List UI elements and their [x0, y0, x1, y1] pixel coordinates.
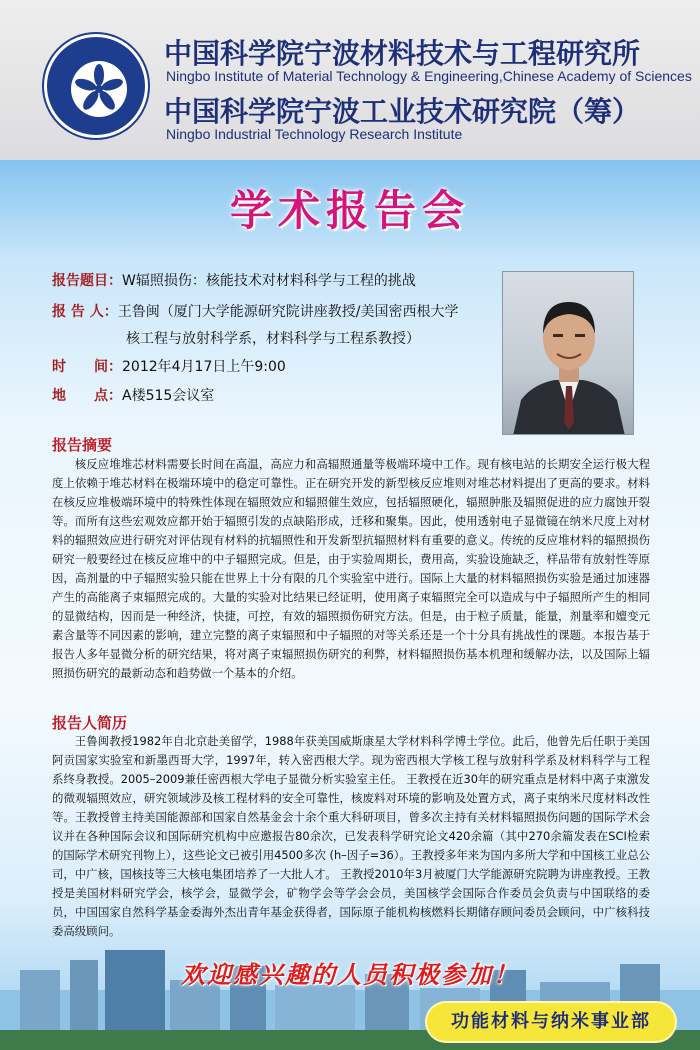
time-value: 2012年4月17日上午9:00 — [122, 359, 286, 375]
header-band — [0, 0, 700, 160]
cas-logo-graphic — [47, 37, 151, 141]
speaker-value-1: 王鲁闽（厦门大学能源研究院讲座教授/美国密西根大学 — [117, 304, 459, 320]
abstract-text: 核反应堆堆芯材料需要长时间在高温，高应力和高辐照通量等极端环境中工作。现有核电站的长期安全运行极大程度上依赖于堆芯材料在极端环境中的稳定可靠性。正在研究开发的新型核反应堆则对堆芯材料提出了更高的要求。材料在核反应堆极端环境中的特殊性体现在辐照效应和辐照催生效应，包括辐照硬化，辐照肿胀及辐照促进的应力腐蚀开裂等。而所有这些宏观效应都开始于辐照引发的点缺陷形成，迁移和聚集。因此，使用透射电子显微镜在纳米尺度上对材料的辐照效应进行研究对评估现有材料的抗辐照性和开发新型抗辐照材料有重要的意义。传统的反应堆材料的辐照损伤研究一般要经过在核反应堆中的中子辐照完成。但是，由于实验周期长，费用高，实验设施缺乏，样品带有放射性等原因，高剂量的中子辐照实验只能在世界上十分有限的几个实验室中进行。国际上大量的材料辐照损伤实验是通过加速器产生的高能离子束辐照完成的。大量的实验对比结果已经证明，使用离子束辐照完全可以造成与中子辐照所产生的相同的显微结构，因而是一种经济，快捷，可控，有效的辐照损伤研究方法。但是，由于粒子质量，能量，剂量率和嬗变元素含量等不同因素的影响，建立完整的离子束辐照和中子辐照的对等关系还是一个十分具有挑战性的课题。本报告基于报告人多年显微分析的研究结果，将对离子束辐照损伤研究的利弊，材料辐照损伤基本机理和缓解办法，以及国际上辐照损伤研究的最新动态和趋势做一个基本的介绍。 — [52, 457, 650, 680]
speaker-label: 报 告 人： — [52, 304, 118, 320]
org-name-en-2: Ningbo Industrial Technology Research Institute — [166, 126, 463, 142]
page-title: 学术报告会 — [229, 186, 470, 235]
org-name-cn-2: 中国科学院宁波工业技术研究院（筹） — [164, 95, 641, 128]
welcome-banner: 欢迎感兴趣的人员积极参加！ — [181, 960, 519, 989]
time-label: 时 间： — [52, 359, 122, 375]
info-time — [52, 356, 286, 376]
org-name-en-1: Ningbo Institute of Material Technology & Engineering,Chinese Academy of Sciences — [166, 68, 692, 84]
info-topic — [52, 270, 416, 290]
speaker-photo — [502, 271, 634, 435]
speaker-value-2: 核工程与放射科学系，材料科学与工程系教授） — [126, 331, 420, 347]
department-badge: 功能材料与纳米事业部 — [427, 1003, 675, 1041]
bio-text: 王鲁闽教授1982年自北京赴美留学，1988年获美国威斯康星大学材料科学博士学位。此后，他曾先后任职于美国阿贡国家实验室和新墨西哥大学，1997年，转入密西根大学。现为密西根大学核工程与放射科学系及材料科学与工程系终身教授。2005–2009兼任密西根大学电子显微分析实验室主任。 王教授在近30年的研究重点是材料中离子束激发的微观辐照效应，研究领域涉及核工程材料的安全可靠性，核废料对环境的影响及处置方式，离子束纳米尺度材料改性等。王教授曾主持美国能源部和国家自然基金会十余个重大科研项目，曾多次主持有关材料辐照损伤问题的国际学术会议并在各种国际会议和国际研究机构中应邀报告80余次，已发表科学研究论文420余篇（其中270余篇发表在SCI检索的国际学术研究刊物上），这些论文已被引用4500多次 (h–因子=36）。王教授多年来为国内多所大学和中国核工业总公司，中广核，国核技等三大核电集团培养了一大批人才。 王教授2010年3月被厦门大学能源研究院聘为讲座教授。王教授是美国材料研究学会，核学会，显微学会，矿物学会等学会会员，美国核学会国际合作委员会负责与中国联络的委员，中国国家自然科学基金委海外杰出青年基金获得者，国际原子能机构核燃料长期储存顾问委员会顾问，中广核科技委高级顾问。 — [52, 734, 650, 938]
place-value: A楼515会议室 — [122, 388, 215, 404]
info-speaker — [52, 301, 458, 321]
topic-label: 报告题目： — [52, 273, 122, 289]
topic-value: W辐照损伤：核能技术对材料科学与工程的挑战 — [122, 273, 416, 289]
org-name-cn-1: 中国科学院宁波材料技术与工程研究所 — [164, 37, 641, 70]
speaker-portrait — [503, 272, 634, 435]
info-place — [52, 385, 214, 405]
place-label: 地 点： — [52, 388, 122, 404]
bio-heading: 报告人简历 — [52, 714, 128, 732]
info-speaker-cont — [126, 328, 420, 348]
cas-logo — [44, 34, 148, 138]
abstract-heading: 报告摘要 — [52, 436, 113, 454]
